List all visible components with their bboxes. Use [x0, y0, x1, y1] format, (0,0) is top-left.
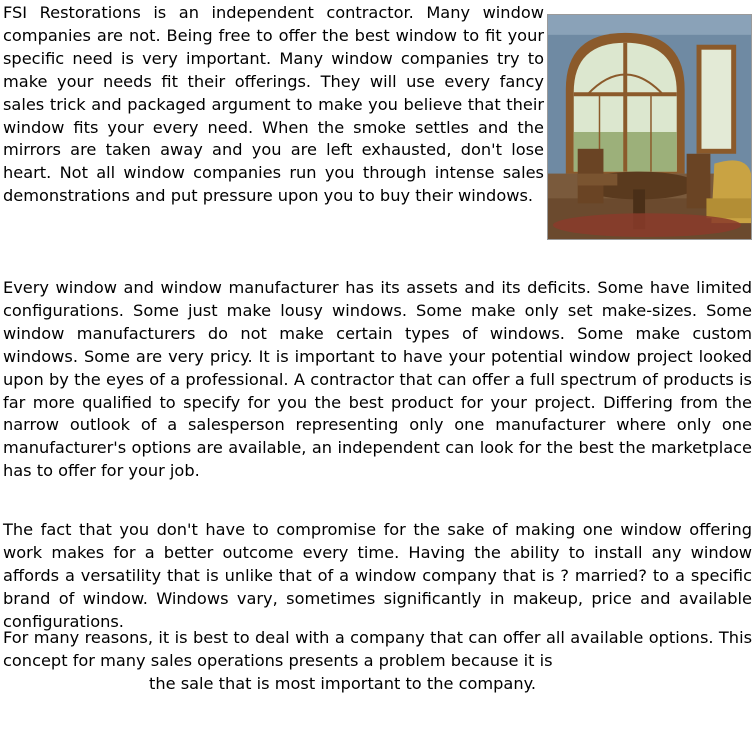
paragraph-3-text: The fact that you don't have to compromise for the sake of making one window offering work makes for a better outcome every time. Having the ability to install any window affords a versatility that is unlike that of a window company that is ? married? to a specific brand of window. Windows vary, sometimes significantly in makeup, price and available configurations.: [3, 520, 752, 631]
interior-arched-window-photo: [547, 14, 752, 240]
paragraph-3: [3, 519, 752, 634]
paragraph-2: [3, 277, 752, 483]
paragraph-2-text: Every window and window manufacturer has its assets and its deficits. Some have limited configurations. Some just make lousy windows. Some make only set make-sizes. Some window manufacturers do not make certain types of windows. Some make custom windows. Some are very pricy. It is important to have your potential window project looked upon by the eyes of a professional. A contractor that can offer a full spectrum of products is far more qualified to specify for you the best product for your project. Differing from the narrow outlook of a salesperson representing only one manufacturer where only one manufacturer's options are available, an independent can look for the best the marketplace has to offer for your job.: [3, 278, 752, 481]
paragraph-1-text: FSI Restorations is an independent contractor. Many window companies are not. Being free to offer the best window to fit your specific need is very important. Many window companies try to make your needs fit their offerings. They will use every fancy sales trick and packaged argument to make you believe that their window fits your every need. When the smoke settles and the mirrors are taken away and you are left exhausted, don't lose heart. Not all window companies run you through intense sales demonstrations and put pressure upon you to buy their windows.: [3, 3, 544, 206]
paragraph-4: [3, 627, 752, 696]
paragraph-4-last-line: the sale that is most important to the company.: [148, 673, 537, 693]
room-illustration: [548, 15, 751, 239]
paragraph-1: [3, 2, 752, 244]
paragraph-4-text: For many reasons, it is best to deal with a company that can offer all available options. This concept for many sales operations presents a problem because it is: [3, 628, 752, 670]
